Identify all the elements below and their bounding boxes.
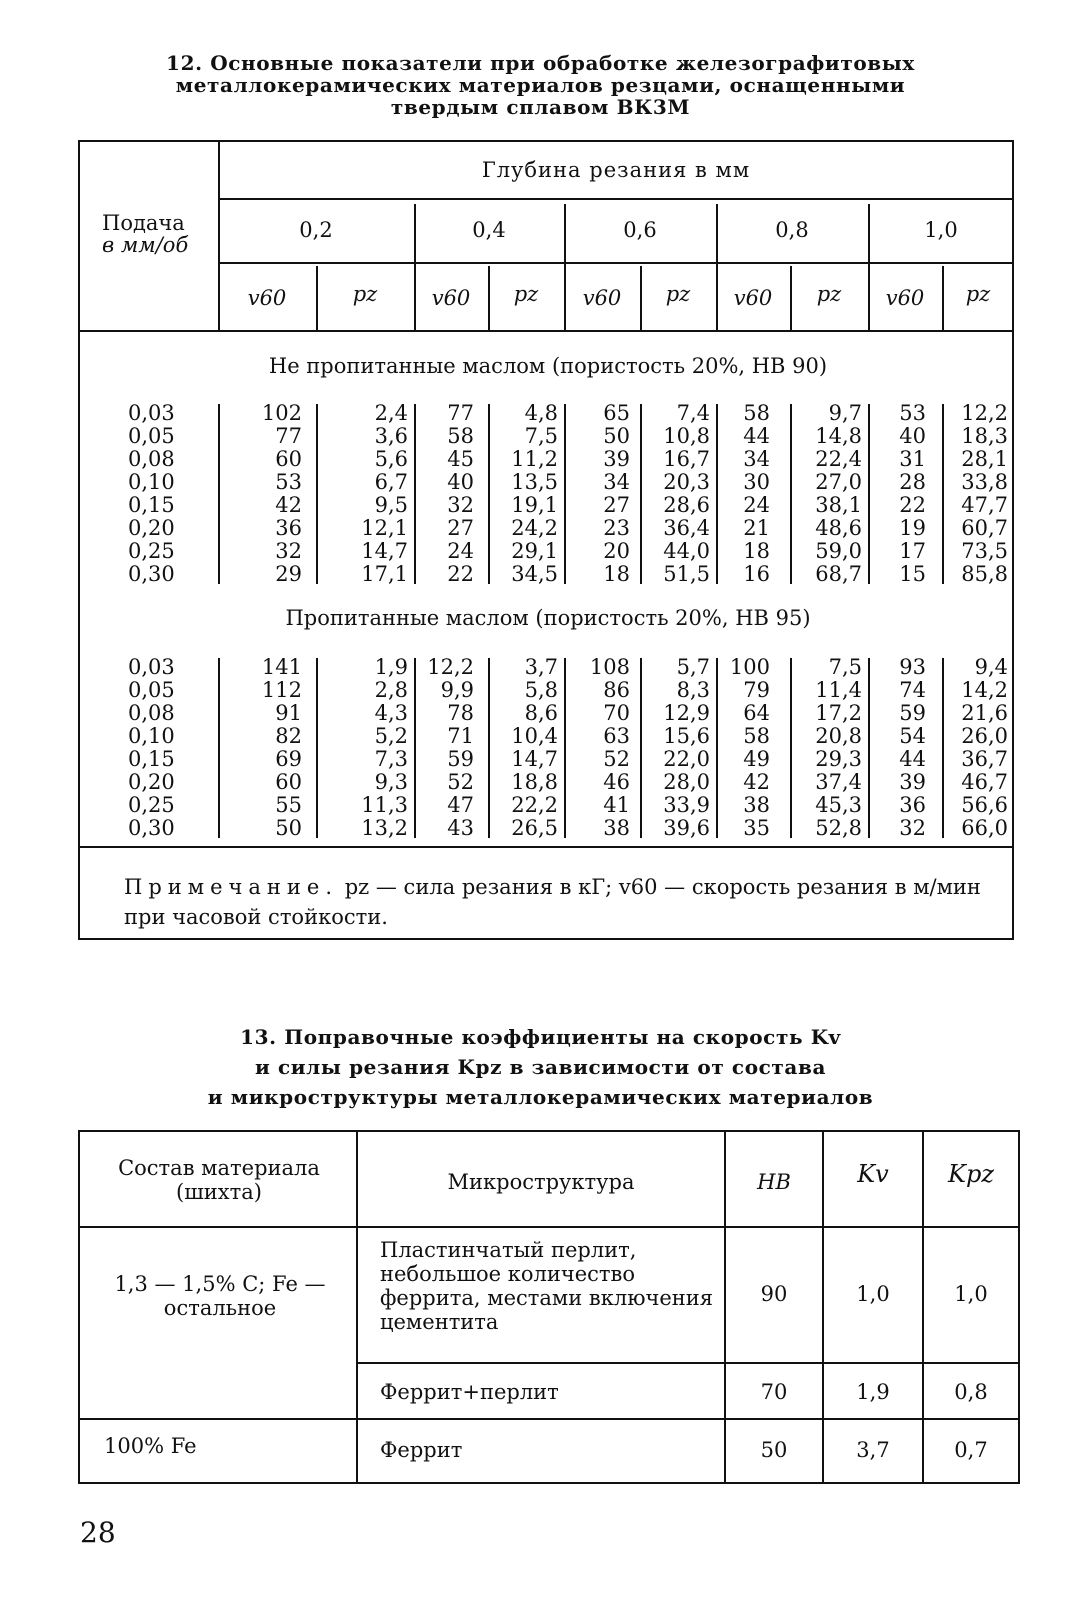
section1-cell: 9,7 <box>828 401 862 425</box>
section2-cell: 11,3 <box>361 793 408 817</box>
section2-cell: 41 <box>603 793 630 817</box>
section1-cell: 14,7 <box>361 539 408 563</box>
table13 <box>78 1130 1020 1484</box>
header-hb: HB <box>757 1170 791 1194</box>
section2-feed-value: 0,05 <box>128 678 175 702</box>
section1-cell: 73,5 <box>961 539 1008 563</box>
row3-hb: 50 <box>760 1438 788 1462</box>
section1-cell: 47,7 <box>961 493 1008 517</box>
section1-cell: 38,1 <box>815 493 862 517</box>
section1-cell: 27,0 <box>815 470 862 494</box>
section2-cell: 49 <box>743 747 770 771</box>
section1-cell: 24 <box>447 539 474 563</box>
section1-feed-value: 0,10 <box>128 470 175 494</box>
section2-cell: 14,7 <box>511 747 558 771</box>
section1-column-rule <box>218 404 220 584</box>
section2-cell: 45,3 <box>815 793 862 817</box>
section2-cell: 5,8 <box>524 678 558 702</box>
section1-column-rule <box>868 404 870 584</box>
section2-feed-column <box>128 656 175 840</box>
section2-data-column <box>494 656 558 840</box>
section2-column-rule <box>488 658 490 838</box>
row1-kpz: 1,0 <box>954 1282 988 1306</box>
section2-cell: 42 <box>743 770 770 794</box>
section1-data-column <box>874 402 926 586</box>
section1-cell: 24,2 <box>511 516 558 540</box>
header-kv: Kv <box>857 1160 889 1188</box>
section1-cell: 50 <box>603 424 630 448</box>
section2-cell: 8,3 <box>676 678 710 702</box>
section1-column-rule <box>942 404 944 584</box>
section1-cell: 36 <box>275 516 302 540</box>
section1-cell: 5,6 <box>374 447 408 471</box>
pz-header-1: pz <box>513 282 539 306</box>
section1-cell: 19,1 <box>511 493 558 517</box>
section1-cell: 23 <box>603 516 630 540</box>
v60-header-2: v60 <box>582 286 622 310</box>
section2-feed-value: 0,03 <box>128 655 175 679</box>
section1-cell: 85,8 <box>961 562 1008 586</box>
section1-column-rule <box>414 404 416 584</box>
section2-cell: 26,0 <box>961 724 1008 748</box>
section2-cell: 60 <box>275 770 302 794</box>
section1-cell: 28 <box>899 470 926 494</box>
section2-cell: 7,3 <box>374 747 408 771</box>
section2-data-column <box>420 656 474 840</box>
section2-cell: 18,8 <box>511 770 558 794</box>
section1-feed-value: 0,15 <box>128 493 175 517</box>
section1-cell: 34 <box>603 470 630 494</box>
table12-title-line1: 12. Основные показатели при обработке железографитовых <box>166 51 915 75</box>
section2-feed-value: 0,20 <box>128 770 175 794</box>
section2-cell: 70 <box>603 701 630 725</box>
row3-kpz: 0,7 <box>954 1438 988 1462</box>
section2-cell: 15,6 <box>663 724 710 748</box>
section2-cell: 63 <box>603 724 630 748</box>
section2-cell: 58 <box>743 724 770 748</box>
header-kpz: Kpz <box>948 1160 994 1188</box>
section2-cell: 52 <box>447 770 474 794</box>
section1-cell: 60 <box>275 447 302 471</box>
section2-cell: 28,0 <box>663 770 710 794</box>
section1-cell: 15 <box>899 562 926 586</box>
section2-data-column <box>874 656 926 840</box>
section2-cell: 112 <box>261 678 302 702</box>
section2-feed-value: 0,25 <box>128 793 175 817</box>
section2-data-column <box>646 656 710 840</box>
section2-data-column <box>224 656 302 840</box>
section2-cell: 79 <box>743 678 770 702</box>
section1-feed-value: 0,08 <box>128 447 175 471</box>
section1-cell: 28,1 <box>961 447 1008 471</box>
section1-cell: 45 <box>447 447 474 471</box>
section1-cell: 58 <box>447 424 474 448</box>
section1-column-rule <box>790 404 792 584</box>
row2-hb: 70 <box>760 1380 788 1404</box>
section1-cell: 13,5 <box>511 470 558 494</box>
section2-cell: 50 <box>275 816 302 840</box>
section2-cell: 4,3 <box>374 701 408 725</box>
section2-cell: 46,7 <box>961 770 1008 794</box>
row1-kv: 1,0 <box>856 1282 890 1306</box>
pz-header-4: pz <box>965 282 991 306</box>
section1-cell: 4,8 <box>524 401 558 425</box>
section2-data-column <box>796 656 862 840</box>
section2-cell: 52 <box>603 747 630 771</box>
section1-cell: 34,5 <box>511 562 558 586</box>
section1-data-column <box>224 402 302 586</box>
section1-cell: 11,2 <box>511 447 558 471</box>
depth-header-1: 0,4 <box>472 218 506 242</box>
section2-cell: 3,7 <box>524 655 558 679</box>
section1-cell: 51,5 <box>663 562 710 586</box>
section1-cell: 20,3 <box>663 470 710 494</box>
section2-cell: 8,6 <box>524 701 558 725</box>
section1-cell: 3,6 <box>374 424 408 448</box>
table12-title-line2: металлокерамических материалов резцами, оснащенными <box>175 73 906 97</box>
section1-title: Не пропитанные маслом (пористость 20%, HB 90) <box>268 354 828 378</box>
section2-cell: 74 <box>899 678 926 702</box>
section2-cell: 2,8 <box>374 678 408 702</box>
section1-column-rule <box>316 404 318 584</box>
section2-column-rule <box>218 658 220 838</box>
section1-cell: 29 <box>275 562 302 586</box>
section2-cell: 56,6 <box>961 793 1008 817</box>
section1-cell: 53 <box>275 470 302 494</box>
section2-cell: 12,9 <box>663 701 710 725</box>
section2-cell: 9,3 <box>374 770 408 794</box>
section1-cell: 77 <box>447 401 474 425</box>
section1-cell: 60,7 <box>961 516 1008 540</box>
row2-kpz: 0,8 <box>954 1380 988 1404</box>
table12-note <box>124 872 994 932</box>
section2-cell: 54 <box>899 724 926 748</box>
section2-cell: 64 <box>743 701 770 725</box>
section2-cell: 69 <box>275 747 302 771</box>
section1-column-rule <box>488 404 490 584</box>
depth-group-header: Глубина резания в мм <box>481 158 751 182</box>
group2-composition: 100% Fe <box>104 1434 197 1458</box>
row2-kv: 1,9 <box>856 1380 890 1404</box>
section2-cell: 71 <box>447 724 474 748</box>
table12-title <box>0 52 1081 118</box>
header-microstructure: Микроструктура <box>447 1170 635 1194</box>
depth-header-2: 0,6 <box>623 218 657 242</box>
section2-cell: 39 <box>899 770 926 794</box>
group1-composition: 1,3 — 1,5% C; Fe — остальное <box>114 1272 326 1320</box>
section2-cell: 38 <box>603 816 630 840</box>
section2-cell: 44 <box>899 747 926 771</box>
section1-cell: 29,1 <box>511 539 558 563</box>
section1-data-column <box>570 402 630 586</box>
section1-cell: 24 <box>743 493 770 517</box>
section2-cell: 78 <box>447 701 474 725</box>
section1-cell: 53 <box>899 401 926 425</box>
section2-data-column <box>722 656 770 840</box>
section1-cell: 58 <box>743 401 770 425</box>
v60-header-0: v60 <box>247 286 287 310</box>
section1-cell: 12,2 <box>961 401 1008 425</box>
v60-header-4: v60 <box>885 286 925 310</box>
depth-header-3: 0,8 <box>775 218 809 242</box>
section1-cell: 27 <box>603 493 630 517</box>
section2-cell: 13,2 <box>361 816 408 840</box>
section1-cell: 16,7 <box>663 447 710 471</box>
section1-cell: 40 <box>899 424 926 448</box>
section1-cell: 32 <box>447 493 474 517</box>
section2-cell: 43 <box>447 816 474 840</box>
section1-feed-value: 0,30 <box>128 562 175 586</box>
row1-hb: 90 <box>760 1282 788 1306</box>
section2-cell: 46 <box>603 770 630 794</box>
section1-cell: 34 <box>743 447 770 471</box>
section1-cell: 59,0 <box>815 539 862 563</box>
section1-cell: 40 <box>447 470 474 494</box>
section1-cell: 16 <box>743 562 770 586</box>
section2-column-rule <box>316 658 318 838</box>
section1-cell: 17 <box>899 539 926 563</box>
section1-cell: 18 <box>603 562 630 586</box>
table13-title-line2: и силы резания Kpz в зависимости от состава <box>254 1055 827 1079</box>
section2-cell: 36,7 <box>961 747 1008 771</box>
pz-header-2: pz <box>665 282 691 306</box>
section2-cell: 12,2 <box>427 655 474 679</box>
section2-cell: 9,9 <box>440 678 474 702</box>
section1-cell: 14,8 <box>815 424 862 448</box>
section2-cell: 29,3 <box>815 747 862 771</box>
feed-header-line1: Подача <box>102 211 185 235</box>
section1-cell: 32 <box>275 539 302 563</box>
section2-cell: 21,6 <box>961 701 1008 725</box>
section2-cell: 5,7 <box>676 655 710 679</box>
section1-cell: 7,4 <box>676 401 710 425</box>
section2-cell: 10,4 <box>511 724 558 748</box>
section1-data-column <box>420 402 474 586</box>
section1-data-column <box>322 402 408 586</box>
section2-column-rule <box>716 658 718 838</box>
section2-feed-value: 0,10 <box>128 724 175 748</box>
section2-cell: 93 <box>899 655 926 679</box>
v60-header-3: v60 <box>733 286 773 310</box>
section1-cell: 44 <box>743 424 770 448</box>
section1-cell: 36,4 <box>663 516 710 540</box>
section1-feed-value: 0,03 <box>128 401 175 425</box>
section2-feed-value: 0,08 <box>128 701 175 725</box>
section1-cell: 6,7 <box>374 470 408 494</box>
section2-cell: 14,2 <box>961 678 1008 702</box>
section1-column-rule <box>564 404 566 584</box>
row1-microstructure: Пластинчатый перлит, небольшое количество феррита, местами включения цементита <box>380 1238 714 1334</box>
depth-header-0: 0,2 <box>299 218 333 242</box>
section2-cell: 5,2 <box>374 724 408 748</box>
section2-cell: 9,4 <box>974 655 1008 679</box>
page-number: 28 <box>80 1516 116 1549</box>
section1-cell: 22 <box>899 493 926 517</box>
depth-header-4: 1,0 <box>924 218 958 242</box>
section2-cell: 86 <box>603 678 630 702</box>
section1-data-column <box>796 402 862 586</box>
section2-data-column <box>570 656 630 840</box>
section2-column-rule <box>942 658 944 838</box>
section1-cell: 77 <box>275 424 302 448</box>
section2-column-rule <box>868 658 870 838</box>
section1-feed-value: 0,05 <box>128 424 175 448</box>
section1-cell: 21 <box>743 516 770 540</box>
pz-header-3: pz <box>816 282 842 306</box>
section2-cell: 141 <box>261 655 302 679</box>
section1-cell: 22 <box>447 562 474 586</box>
section2-cell: 52,8 <box>815 816 862 840</box>
section1-cell: 39 <box>603 447 630 471</box>
section1-cell: 68,7 <box>815 562 862 586</box>
section1-cell: 12,1 <box>361 516 408 540</box>
v60-header-1: v60 <box>431 286 471 310</box>
section2-cell: 26,5 <box>511 816 558 840</box>
section2-cell: 38 <box>743 793 770 817</box>
table13-title-line3: и микроструктуры металлокерамических материалов <box>207 1085 874 1109</box>
section2-cell: 91 <box>275 701 302 725</box>
section1-cell: 102 <box>261 401 302 425</box>
section2-cell: 22,2 <box>511 793 558 817</box>
section1-data-column <box>646 402 710 586</box>
section2-column-rule <box>790 658 792 838</box>
section1-cell: 44,0 <box>663 539 710 563</box>
section1-cell: 28,6 <box>663 493 710 517</box>
section2-title: Пропитанные маслом (пористость 20%, HB 95) <box>285 606 811 630</box>
section2-cell: 35 <box>743 816 770 840</box>
row3-microstructure: Феррит <box>380 1438 463 1462</box>
feed-header-line2: в мм/об <box>102 233 189 257</box>
row2-microstructure: Феррит+перлит <box>380 1380 559 1404</box>
section1-cell: 19 <box>899 516 926 540</box>
section1-cell: 33,8 <box>961 470 1008 494</box>
section2-data-column <box>948 656 1008 840</box>
section1-feed-value: 0,20 <box>128 516 175 540</box>
note-word: Примечание. <box>124 875 339 899</box>
section1-cell: 10,8 <box>663 424 710 448</box>
section1-cell: 27 <box>447 516 474 540</box>
section2-cell: 33,9 <box>663 793 710 817</box>
section2-cell: 22,0 <box>663 747 710 771</box>
table12 <box>78 140 1014 940</box>
section2-cell: 37,4 <box>815 770 862 794</box>
section2-cell: 32 <box>899 816 926 840</box>
section1-cell: 18 <box>743 539 770 563</box>
section1-cell: 22,4 <box>815 447 862 471</box>
section1-cell: 2,4 <box>374 401 408 425</box>
section2-cell: 20,8 <box>815 724 862 748</box>
feed-header <box>102 212 188 256</box>
section2-cell: 7,5 <box>828 655 862 679</box>
section2-cell: 100 <box>729 655 770 679</box>
table12-title-line3: твердым сплавом ВК3М <box>390 95 691 119</box>
section1-cell: 7,5 <box>524 424 558 448</box>
section2-feed-value: 0,15 <box>128 747 175 771</box>
section2-data-column <box>322 656 408 840</box>
section2-feed-value: 0,30 <box>128 816 175 840</box>
section2-cell: 59 <box>899 701 926 725</box>
section2-column-rule <box>564 658 566 838</box>
section2-cell: 82 <box>275 724 302 748</box>
section1-cell: 42 <box>275 493 302 517</box>
section1-cell: 31 <box>899 447 926 471</box>
section2-cell: 11,4 <box>815 678 862 702</box>
section1-cell: 18,3 <box>961 424 1008 448</box>
row3-kv: 3,7 <box>856 1438 890 1462</box>
section1-data-column <box>948 402 1008 586</box>
section1-cell: 48,6 <box>815 516 862 540</box>
section2-cell: 1,9 <box>374 655 408 679</box>
section1-cell: 17,1 <box>361 562 408 586</box>
section1-data-column <box>722 402 770 586</box>
section1-data-column <box>494 402 558 586</box>
section2-cell: 55 <box>275 793 302 817</box>
section1-cell: 9,5 <box>374 493 408 517</box>
section2-cell: 59 <box>447 747 474 771</box>
pz-header-0: pz <box>352 282 378 306</box>
note-text: pz — сила резания в кГ; v60 — скорость резания в м/мин при часовой стойкости. <box>124 875 981 929</box>
section1-cell: 65 <box>603 401 630 425</box>
table13-title-line1: 13. Поправочные коэффициенты на скорость Kv <box>240 1025 841 1049</box>
header-composition: Состав материала (шихта) <box>118 1156 320 1204</box>
section1-column-rule <box>640 404 642 584</box>
section2-column-rule <box>640 658 642 838</box>
table13-title <box>0 1022 1081 1112</box>
section1-feed-column <box>128 402 175 586</box>
section1-cell: 20 <box>603 539 630 563</box>
section2-cell: 66,0 <box>961 816 1008 840</box>
section1-column-rule <box>716 404 718 584</box>
section1-feed-value: 0,25 <box>128 539 175 563</box>
section2-column-rule <box>414 658 416 838</box>
section2-cell: 39,6 <box>663 816 710 840</box>
section2-cell: 17,2 <box>815 701 862 725</box>
section1-cell: 30 <box>743 470 770 494</box>
section2-cell: 47 <box>447 793 474 817</box>
section2-cell: 108 <box>589 655 630 679</box>
section2-cell: 36 <box>899 793 926 817</box>
